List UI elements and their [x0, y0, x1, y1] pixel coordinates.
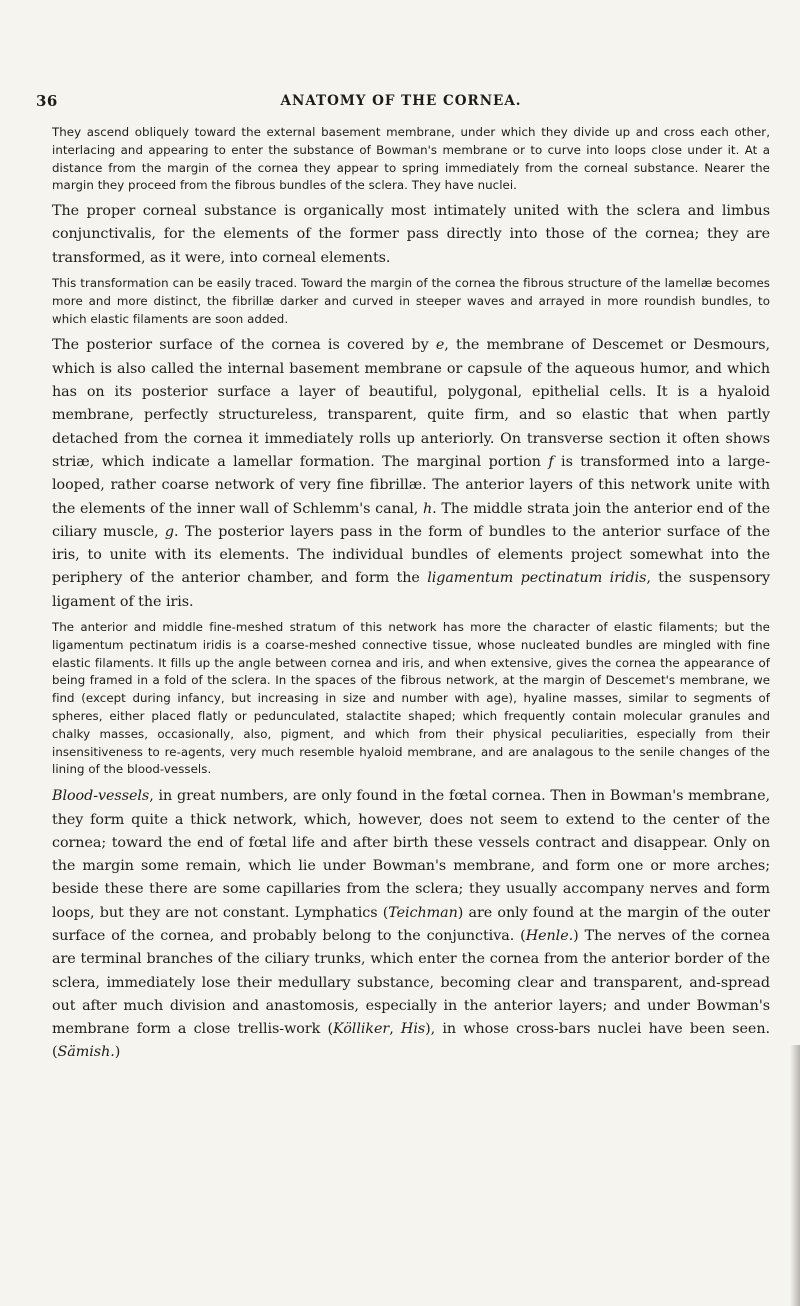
text-run: , the suspensory ligament of the iris.: [52, 570, 770, 610]
paragraph-descemet-membrane: [52, 334, 770, 614]
text-run: ) are only found at the margin of the outer surface of the cornea, and probably belong to the conjunctiva. (: [52, 904, 770, 944]
text-run: is transformed into a large-looped, rather coarse network of very fine fibrillæ. The anterior layers of this network unite with the elements of the inner wall of Schlemm's canal,: [52, 453, 771, 517]
italic-text: h: [423, 500, 433, 517]
italic-text: Sämish.: [57, 1044, 115, 1061]
text-run: , in great numbers, are only found in the fœtal cornea. Then in Bowman's membrane, they form quite a thick network, which, however, does not seem to extend to the center of the cornea; toward the end of fœtal life and after birth these vessels contract and disappear. Only on the margin some remain, which lie under Bowman's membrane, and form one or more arches; beside these there are some capillaries from the sclera; they usually accompany nerves and form loops, but they are not constant. Lymphatics (: [52, 788, 770, 921]
italic-text: Kölliker: [333, 1021, 390, 1038]
italic-text: His: [400, 1021, 426, 1038]
italic-text: e: [435, 337, 445, 354]
paragraph-transformation: This transformation can be easily traced. Toward the margin of the cornea the fibrous structure of the lamellæ becomes more and more distinct, the fibrillæ darker and curved in steeper waves and arrayed in more roundish bundles, to which elastic filaments are soon added.: [52, 276, 770, 326]
page-edge-shadow: [790, 1045, 800, 1306]
paragraph-nerve-fibres: They ascend obliquely toward the external basement membrane, under which they divide up and cross each other, interlacing and appearing to enter the substance of Bowman's membrane or to curve into loops close under it. At a distance from the margin of the cornea they appear to spring immediately from the corneal substance. Nearer the margin they proceed from the fibrous bundles of the sclera. They have nuclei.: [52, 125, 770, 193]
italic-text: f: [548, 453, 554, 470]
paragraph-corneal-substance: The proper corneal substance is organically most intimately united with the sclera and limbus conjunctivalis, for the elements of the former pass directly into those of the cornea; they are transformed, as it were, into corneal elements.: [52, 203, 770, 266]
page-number: 36: [36, 92, 58, 110]
italic-text: ligamentum pectinatum iridis: [427, 570, 647, 587]
text-run: , the membrane of Descemet or Desmours, which is also called the internal basement membrane or capsule of the aqueous humor, and which has on its posterior surface a layer of beautiful, polygonal, epithelial cells. It is a hyaloid membrane, perfectly structureless, transparent, quite firm, and so elastic that when partly detached from the cornea it immediately rolls up anteriorly. On transverse section it often shows striæ, which indicate a lamellar formation. The marginal portion: [52, 337, 770, 470]
page-header: [36, 92, 766, 116]
paragraph-network: The anterior and middle fine-meshed stratum of this network has more the character of elastic filaments; but the ligamentum pectinatum iridis is a coarse-meshed connective tissue, whose nucleated bundles are mingled with fine elastic filaments. It fills up the angle between cornea and iris, and when extensive, gives the cornea the appearance of being framed in a fold of the sclera. In the spaces of the fibrous network, at the margin of Descemet's membrane, we find (except during infancy, but increasing in size and number with age), hyaline masses, similar to segments of spheres, either placed flatly or pedunculated, stalactite shaped; which frequently contain molecular granules and chalky masses, occasionally, also, pigment, and which from their physical peculiarities, especially from their insensitiveness to re-agents, very much resemble hyaloid membrane, and are analagous to the senile changes of the lining of the blood-vessels.: [52, 620, 770, 777]
text-run: . The posterior layers pass in the form of bundles to the anterior surface of the iris, to unite with its elements. The individual bundles of elements project somewhat into the periphery of the anterior chamber, and form the: [52, 523, 770, 587]
italic-text: Henle.: [525, 927, 574, 944]
text-run: ): [114, 1044, 121, 1061]
paragraph-blood-vessels: [52, 785, 770, 1065]
italic-text: Teichman: [388, 904, 458, 921]
text-run: ,: [389, 1021, 401, 1038]
text-run: . The middle strata join the anterior end of the ciliary muscle,: [52, 500, 770, 540]
italic-text: Blood-vessels: [52, 788, 150, 805]
text-run: ) The nerves of the cornea are terminal branches of the ciliary trunks, which enter the cornea from the anterior border of the sclera, immediately lose their medullary substance, becoming clear and transparent, and-spread out after much division and anastomosis, especially in the anterior layers; and under Bowman's membrane form a close trellis-work (: [52, 927, 770, 1038]
running-title: ANATOMY OF THE CORNEA.: [280, 93, 522, 109]
text-run: The posterior surface of the cornea is covered by: [52, 337, 436, 354]
italic-text: g: [164, 523, 174, 540]
body-text: [52, 124, 770, 1065]
text-run: ), in whose cross-bars nuclei have been seen. (: [52, 1021, 770, 1061]
